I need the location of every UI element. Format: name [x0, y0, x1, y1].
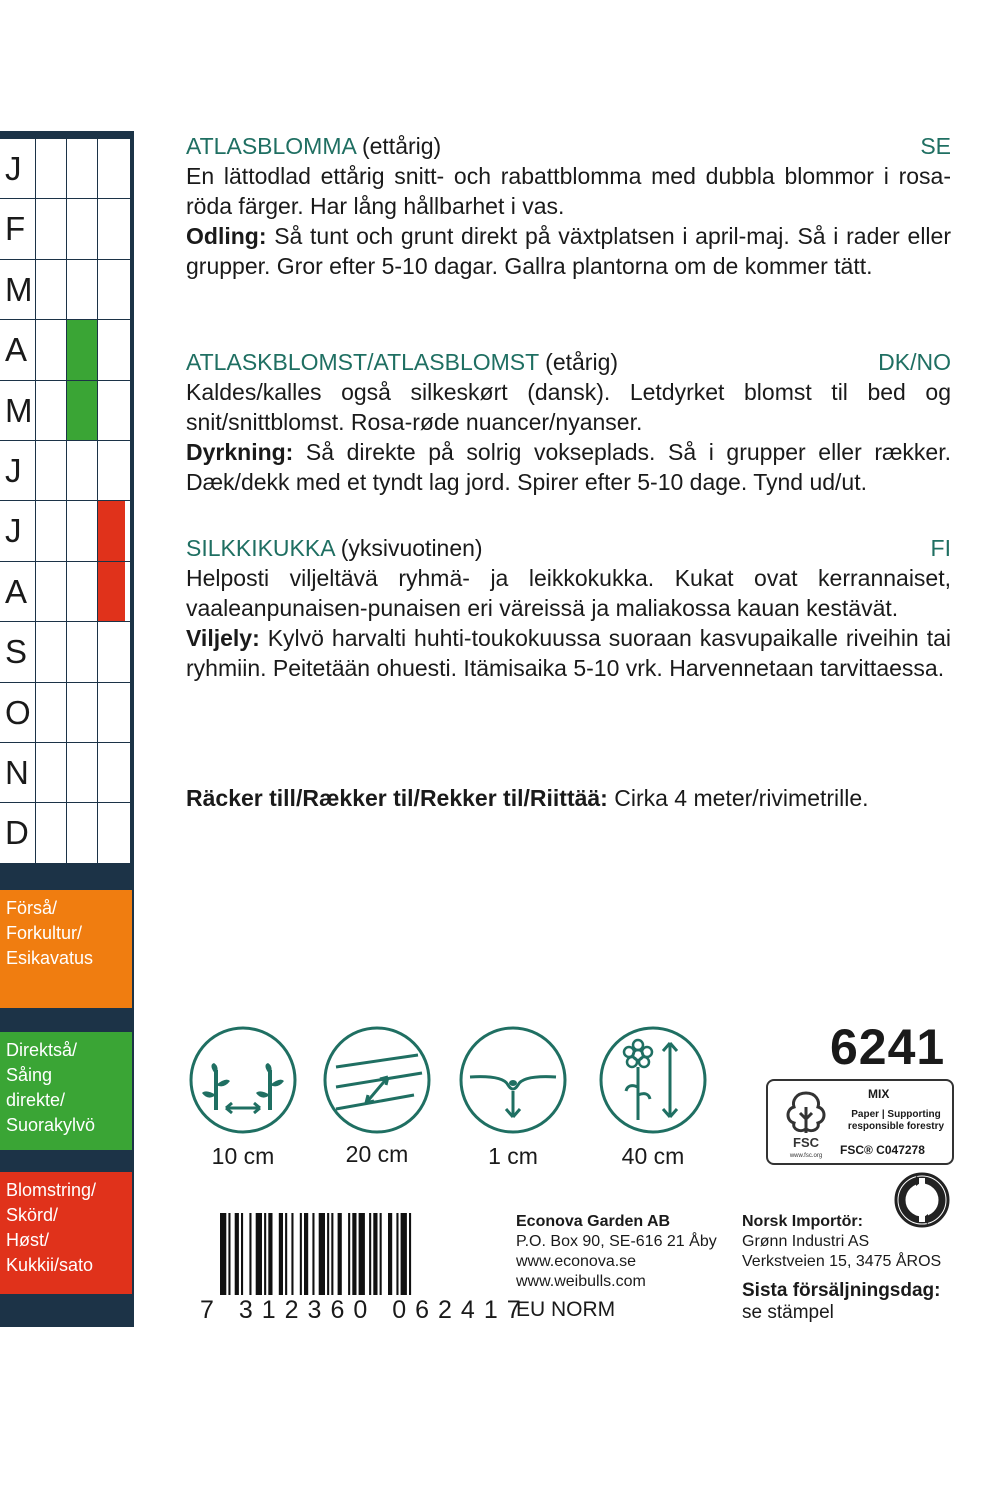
- barcode-bar: [220, 1213, 226, 1295]
- plant-spacing-icon: [188, 1025, 298, 1135]
- month-cell: [36, 441, 67, 500]
- importer-address: [742, 1212, 941, 1272]
- legend-text: Suorakylvö: [6, 1115, 96, 1135]
- barcode-bar: [388, 1213, 392, 1295]
- barcode-bar: [268, 1213, 272, 1295]
- yield-label: Räcker till/Rækker til/Rekker til/Riittää:: [186, 785, 608, 811]
- fsc-label: [766, 1079, 954, 1165]
- month-row: [0, 683, 130, 743]
- barcode-bar: [249, 1213, 251, 1295]
- month-letter: J: [0, 501, 36, 560]
- month-cell: [36, 622, 67, 681]
- instruction-label: Viljely:: [186, 625, 260, 651]
- month-cell: [36, 501, 67, 560]
- month-cell: [67, 743, 98, 802]
- month-cell: [36, 139, 67, 198]
- month-letter: F: [0, 199, 36, 258]
- instruction-label: Odling:: [186, 223, 267, 249]
- barcode-bar: [380, 1213, 382, 1295]
- producer-web1: www.econova.se: [516, 1253, 637, 1270]
- month-cell: [67, 260, 98, 319]
- legend-text: Esikavatus: [6, 948, 94, 968]
- legend-text: Skörd/: [6, 1205, 59, 1225]
- month-letter: A: [0, 562, 36, 621]
- legend-text: Kukkii/sato: [6, 1255, 94, 1275]
- barcode-bar: [264, 1213, 266, 1295]
- barcode: [220, 1213, 470, 1295]
- plant-height-icon: [598, 1025, 708, 1135]
- section-dk-no: [186, 347, 951, 497]
- month-row: [0, 320, 130, 380]
- barcode-bar: [338, 1213, 342, 1295]
- producer-address: [516, 1212, 717, 1292]
- instruction-text: Så tunt och grunt direkt på växtplatsen i april-maj. Så i rader eller grupper. Gror efter 5-10 dagar. Gallra plantorna om de kommer tätt.: [186, 223, 951, 279]
- month-cell: [67, 501, 98, 560]
- month-cell: [98, 381, 125, 440]
- yield-info: [186, 783, 951, 813]
- barcode-bar: [279, 1213, 283, 1295]
- importer-street: Verkstveien 15, 3475 ÅROS: [742, 1253, 942, 1270]
- section-header: [186, 347, 951, 377]
- month-cell: [36, 381, 67, 440]
- row-spacing-caption: 20 cm: [345, 1141, 409, 1167]
- producer-name: Econova Garden AB: [516, 1213, 671, 1230]
- last-sale-title: Sista försäljningsdag:: [742, 1280, 941, 1301]
- barcode-bar: [401, 1213, 407, 1295]
- plant-name: ATLASKBLOMST/ATLASBLOMST: [186, 349, 539, 375]
- description: Helposti viljeltävä ryhmä- ja leikkokukka. Kukat ovat kerrannaiset, vaaleanpunaisen-punaisen eri väreissä ja maliakossa kauan kestävät.: [186, 565, 951, 621]
- fsc-paper: Paper | Supporting responsible forestry: [847, 1109, 945, 1132]
- barcode-bar: [304, 1213, 308, 1295]
- month-row: [0, 139, 130, 199]
- month-letter: M: [0, 381, 36, 440]
- barcode-bar: [359, 1213, 365, 1295]
- barcode-bar: [241, 1213, 243, 1295]
- month-row: [0, 501, 130, 561]
- sowing-depth-icon: [458, 1025, 568, 1135]
- barcode-bar: [348, 1213, 350, 1295]
- importer-title: Norsk Importör:: [742, 1213, 863, 1230]
- barcode-bar: [228, 1213, 230, 1295]
- month-cell: [36, 803, 67, 862]
- legend-text: Såing: [6, 1065, 53, 1085]
- instruction-text: Kylvö harvalti huhti-toukokuussa suoraan kasvupaikalle riveihin tai ryhmiin. Peitetään ohuesti. Itämisaika 5-10 vrk. Harvennetaan tarvittaessa.: [186, 625, 951, 681]
- fsc-mix: MIX: [868, 1087, 890, 1101]
- language-code: DK/NO: [878, 349, 951, 375]
- legend-direct-sow: [0, 1032, 132, 1150]
- fsc-tree-icon: [778, 1087, 834, 1159]
- barcode-bar: [369, 1213, 371, 1295]
- plant-qualifier: (ettårig): [355, 133, 442, 159]
- month-letter: S: [0, 622, 36, 681]
- plant-name: ATLASBLOMMA: [186, 133, 356, 159]
- section-header: [186, 131, 951, 161]
- month-letter: J: [0, 441, 36, 500]
- month-cell: [98, 743, 125, 802]
- last-sale-text: se stämpel: [742, 1302, 834, 1323]
- producer-web2: www.weibulls.com: [516, 1273, 646, 1290]
- plant-qualifier: (yksivuotinen): [334, 535, 483, 561]
- month-cell: [36, 562, 67, 621]
- barcode-bar: [300, 1213, 302, 1295]
- barcode-bar: [285, 1213, 287, 1295]
- legend-text: Forkultur/: [6, 923, 83, 943]
- month-cell: [67, 803, 98, 862]
- importer-name: Grønn Industri AS: [742, 1233, 870, 1250]
- language-code: SE: [920, 133, 951, 159]
- sowing-depth-caption: 1 cm: [488, 1143, 538, 1169]
- legend-presow: [0, 890, 132, 1008]
- barcode-bar: [319, 1213, 325, 1295]
- language-code: FI: [930, 535, 951, 561]
- month-cell: [98, 683, 125, 742]
- month-cell: [98, 622, 125, 681]
- barcode-bar: [331, 1213, 333, 1295]
- producer-box: P.O. Box 90, SE-616 21 Åby: [516, 1233, 717, 1250]
- barcode-bar: [409, 1213, 411, 1295]
- month-row: [0, 562, 130, 622]
- legend-text: Förså/: [6, 898, 58, 918]
- month-cell: [67, 562, 98, 621]
- month-row: [0, 199, 130, 259]
- yield-text: Cirka 4 meter/rivimetrille.: [607, 785, 869, 811]
- barcode-number: 7 312360 062417: [200, 1296, 530, 1324]
- legend-text: Direktså/: [6, 1040, 78, 1060]
- legend-text: Blomstring/: [6, 1180, 97, 1200]
- barcode-bar: [235, 1213, 239, 1295]
- month-letter: N: [0, 743, 36, 802]
- month-cell: [98, 199, 125, 258]
- barcode-bar: [256, 1213, 262, 1295]
- month-cell: [67, 441, 98, 500]
- month-cell: [36, 320, 67, 379]
- month-row: [0, 743, 130, 803]
- month-cell: [36, 199, 67, 258]
- plant-height-caption: 40 cm: [621, 1143, 685, 1169]
- month-row: [0, 260, 130, 320]
- month-letter: O: [0, 683, 36, 742]
- month-cell: [36, 260, 67, 319]
- legend-flowering: [0, 1172, 132, 1294]
- month-cell: [67, 622, 98, 681]
- month-cell: [98, 320, 125, 379]
- month-cell: [67, 139, 98, 198]
- section-se: [186, 131, 951, 281]
- month-letter: J: [0, 139, 36, 198]
- legend-text: direkte/: [6, 1090, 66, 1110]
- fsc-site-text: www.fsc.org: [789, 1153, 823, 1159]
- month-cell: [98, 260, 125, 319]
- plant-spacing-caption: 10 cm: [211, 1143, 275, 1169]
- last-sale-date: [742, 1280, 940, 1324]
- month-letter: D: [0, 803, 36, 862]
- barcode-bar: [291, 1213, 293, 1295]
- month-cell-red: [98, 562, 125, 621]
- month-row: [0, 803, 130, 863]
- plant-name: SILKKIKUKKA: [186, 535, 335, 561]
- fsc-license: FSC® C047278: [840, 1143, 925, 1157]
- month-cell: [98, 803, 125, 862]
- description: Kaldes/kalles også silkeskørt (dansk). Letdyrket blomst til bed og snit/snittblomst. Rosa-røde nuancer/nyanser.: [186, 379, 951, 435]
- month-cell-red: [98, 501, 125, 560]
- month-cell: [67, 683, 98, 742]
- row-spacing-icon: [322, 1025, 432, 1135]
- barcode-bar: [396, 1213, 398, 1295]
- eu-norm: EU NORM: [516, 1298, 616, 1321]
- month-cell: [36, 683, 67, 742]
- section-fi: [186, 533, 951, 683]
- month-cell-green: [67, 320, 98, 379]
- month-cell: [98, 139, 125, 198]
- month-cell-green: [67, 381, 98, 440]
- instruction-label: Dyrkning:: [186, 439, 294, 465]
- barcode-bar: [312, 1213, 314, 1295]
- month-cell: [36, 743, 67, 802]
- barcode-bar: [352, 1213, 356, 1295]
- description: En lättodlad ettårig snitt- och rabattblomma med dubbla blommor i rosa-röda färger. Har lång hållbarhet i vas.: [186, 163, 951, 219]
- month-grid: [0, 139, 130, 864]
- month-cell: [98, 441, 125, 500]
- product-number: 6241: [830, 1019, 946, 1075]
- month-letter: A: [0, 320, 36, 379]
- fsc-logo-text: FSC: [793, 1135, 819, 1150]
- month-cell: [67, 199, 98, 258]
- legend-text: Høst/: [6, 1230, 49, 1250]
- instruction-text: Så direkte på solrig vokseplads. Så i grupper eller rækker. Dæk/dekk med et tyndt lag jord. Spirer efter 5-10 dage. Tynd ud/ut.: [186, 439, 951, 495]
- month-row: [0, 441, 130, 501]
- barcode-bar: [373, 1213, 377, 1295]
- section-header: [186, 533, 951, 563]
- month-row: [0, 381, 130, 441]
- barcode-bar: [327, 1213, 329, 1295]
- plant-qualifier: (etårig): [538, 349, 619, 375]
- month-letter: M: [0, 260, 36, 319]
- month-row: [0, 622, 130, 682]
